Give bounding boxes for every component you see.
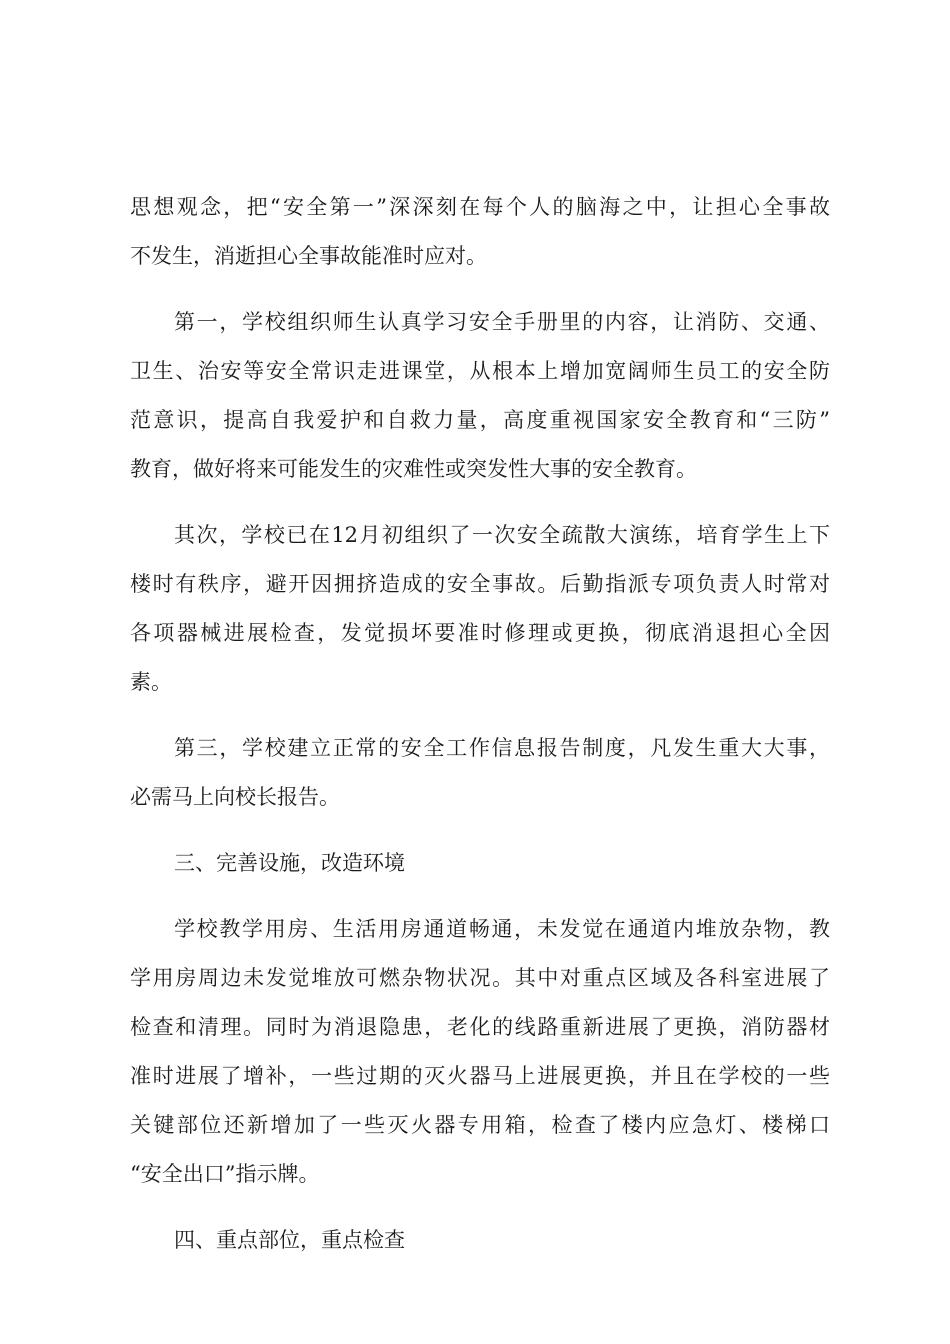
paragraph bbox=[130, 511, 830, 707]
text-line: 范意识，提高自我爱护和自救力量，高度重视国家安全教育和“三防” bbox=[130, 408, 830, 432]
paragraph bbox=[130, 298, 830, 494]
document-body bbox=[130, 183, 830, 1265]
heading-line: 四、重点部位，重点检查 bbox=[174, 1228, 405, 1252]
text-line: 各项器械进展检查，发觉损坏要准时修理或更换，彻底消退担心全因 bbox=[130, 621, 830, 645]
text-line: 检查和清理。同时为消退隐患，老化的线路重新进展了更换，消防器材 bbox=[130, 1015, 830, 1039]
text-line: “安全出口”指示牌。 bbox=[130, 1162, 320, 1186]
text-line: 准时进展了增补，一些过期的灭火器马上进展更换，并且在学校的一些 bbox=[130, 1064, 830, 1088]
section-heading bbox=[130, 839, 830, 888]
paragraph bbox=[130, 905, 830, 1199]
text-line: 必需马上向校长报告。 bbox=[130, 785, 340, 809]
paragraph bbox=[130, 183, 830, 281]
text-line: 第一，学校组织师生认真学习安全手册里的内容，让消防、交通、 bbox=[174, 310, 830, 334]
text-line: 其次，学校已在12月初组织了一次安全疏散大演练，培育学生上下 bbox=[174, 523, 830, 547]
text-line: 教育，做好将来可能发生的灾难性或突发性大事的安全教育。 bbox=[130, 457, 697, 481]
text-line: 第三，学校建立正常的安全工作信息报告制度，凡发生重大大事， bbox=[174, 736, 830, 760]
text-line: 不发生，消逝担心全事故能准时应对。 bbox=[130, 244, 487, 268]
text-line: 学校教学用房、生活用房通道畅通，未发觉在通道内堆放杂物，教 bbox=[174, 917, 830, 941]
paragraph bbox=[130, 724, 830, 822]
text-line: 学用房周边未发觉堆放可燃杂物状况。其中对重点区域及各科室进展了 bbox=[130, 966, 830, 990]
section-heading bbox=[130, 1216, 830, 1265]
text-line: 素。 bbox=[130, 670, 172, 694]
text-line: 关键部位还新增加了一些灭火器专用箱，检查了楼内应急灯、楼梯口 bbox=[130, 1113, 830, 1137]
text-line: 楼时有秩序，避开因拥挤造成的安全事故。后勤指派专项负责人时常对 bbox=[130, 572, 830, 596]
text-line: 卫生、治安等安全常识走进课堂，从根本上增加宽阔师生员工的安全防 bbox=[130, 359, 830, 383]
heading-line: 三、完善设施，改造环境 bbox=[174, 851, 405, 875]
text-line: 思想观念，把“安全第一”深深刻在每个人的脑海之中，让担心全事故 bbox=[130, 195, 830, 219]
